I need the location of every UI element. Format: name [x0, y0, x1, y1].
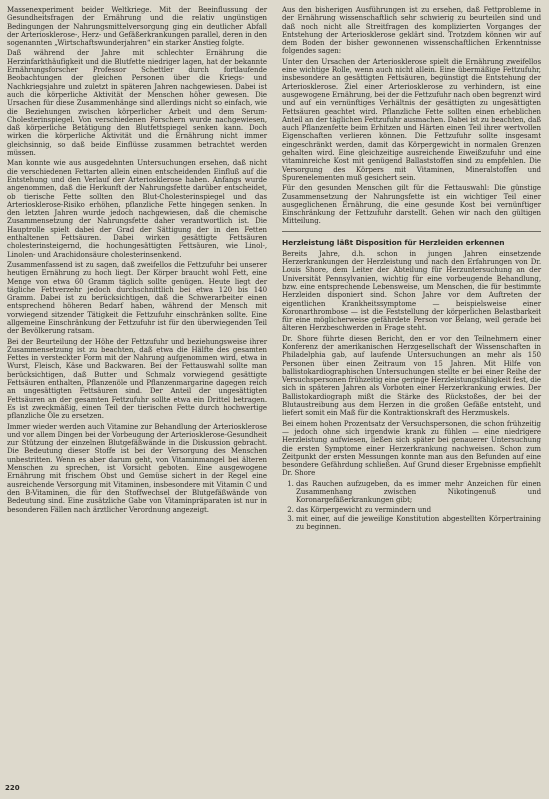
left-column — [7, 6, 267, 516]
paragraph: Bei der Beurteilung der Höhe der Fettzufuhr und beziehungsweise ihrer Zusammensetzung ist zu beachten, daß etwa die Hälfte des gesamten Fettes in versteckter Form mit der Nahrung aufgenommen wird, etwa in Wurst, Fleisch, Käse und Backwaren. Bei der Fettauswahl sollte man berücksichtigen, daß Butter und Schmalz vorwiegend gesättigte Fettsäuren enthalten, Pflanzenöle und Pflanzenmargarine dagegen reich an ungesättigten Fettsäuren sind. Der Anteil der ungesättigten Fettsäuren an der gesamten Fettzufuhr sollte etwa ein Drittel betragen. Es ist zweckmäßig, einen Teil der tierischen Fette durch hochwertige pflanzliche Öle zu ersetzen. — [7, 337, 267, 421]
list-item: 2. das Körpergewicht zu vermindern und — [296, 506, 541, 514]
page-number: 220 — [5, 784, 20, 792]
paragraph: Immer wieder werden auch Vitamine zur Behandlung der Arteriosklerose und vor allem Dingen bei der Vorbeugung der Arteriosklerose-Gesundheit zur Stützung der einzelnen Blutgefäßwände in die Diskussion gebracht. Die Bedeutung dieser Stoffe ist bei der Versorgung des Menschen unbestritten. Wenn es aber darum geht, von Vitaminmangel bei älteren Menschen zu sprechen, ist Vorsicht geboten. Eine ausgewogene Ernährung mit frischem Obst und Gemüse sichert in der Regel eine ausreichende Versorgung mit Vitaminen, insbesondere mit Vitamin C und den B-Vitaminen, die für den Stoffwechsel der Blutgefäßwände von Bedeutung sind. Eine zusätzliche Gabe von Vitaminpräparaten ist nur in besonderen Fällen nach ärztlicher Verordnung angezeigt. — [7, 422, 267, 514]
recommendation-list — [282, 480, 541, 532]
article-section — [282, 238, 541, 532]
right-column — [282, 6, 541, 533]
paragraph: Man konnte wie aus ausgedehnten Untersuchungen ersehen, daß nicht die verschiedenen Fettarten allein einen entscheidenden Einfluß auf die Entstehung und den Verlauf der Arteriosklerose haben. Anfangs wurde angenommen, daß die Herkunft der Nahrungsfette darüber entscheidet, ob tierische Fette sollten den Blut-Cholesterinspiegel und das Arteriosklerose-Risiko erhöhen, pflanzliche Fette hingegen senken. In den letzten Jahren wurde jedoch nachgewiesen, daß die chemische Zusammensetzung der Nahrungsfette daher verantwortlich ist. Die Hauptrolle spielt dabei der Grad der Sättigung der in den Fetten enthaltenen Fettsäuren. Dabei wirken gesättigte Fettsäuren cholesterinsteigernd, die hochungesättigten Fettsäuren, wie Linol-, Linolen- und Arachidonsäure cholesterinsenkend. — [7, 159, 267, 259]
section-divider — [282, 231, 541, 232]
section-headline: Herzleistung läßt Disposition für Herzleiden erkennen — [282, 237, 505, 247]
paragraph: Zusammenfassend ist zu sagen, daß zweifellos die Fettzufuhr bei unserer heutigen Ernährung zu hoch liegt. Der Körper braucht wohl Fett, eine Menge von etwa 60 Gramm täglich sollte genügen. Heute liegt der tägliche Fettverzehr jedoch durchschnittlich bei etwa 120 bis 140 Gramm. Dabei ist zu berücksichtigen, daß die Schwerarbeiter einen entsprechend höheren Bedarf haben, während der Mensch mit vorwiegend sitzender Tätigkeit die Fettzufuhr einschränken sollte. Eine allgemeine Einschränkung der Fettzufuhr ist für den überwiegenden Teil der Bevölkerung ratsam. — [7, 260, 267, 336]
paragraph: Daß während der Jahre mit schlechter Ernährung die Herzinfarkthäufigkeit und die Blutfette niedriger lagen, hat der bekannte Ernährungsforscher Professor Schettler durch fortlaufende Beobachtungen der gleichen Personen über die Kriegs- und Nachkriegsjahre und zuletzt in späteren Jahren nachgewiesen. Dabei ist auch die körperliche Aktivität der Menschen höher gewesen. Die Ursachen für diese Zusammenhänge sind allerdings nicht so einfach, wie die Beziehungen zwischen körperlicher Arbeit und dem Serum-Cholesterinspiegel. Von verschiedenen Forschern wurde nachgewiesen, daß körperliche Betätigung den Blutfettspiegel senken kann. Doch wirken die körperliche Aktivität und die Ernährung nicht immer gleichsinnig, so daß beide Einflüsse zusammen betrachtet werden müssen. — [7, 49, 267, 158]
paragraph: Unter den Ursachen der Arteriosklerose spielt die Ernährung zweifellos eine wichtige Rolle, wenn auch nicht allein. Eine übermäßige Fettzufuhr, insbesondere an gesättigten Fettsäuren, begünstigt die Entstehung der Arteriosklerose. Ziel einer Arteriosklerose zu verhindern, ist eine ausgewogene Ernährung, bei der die Fettzufuhr nach oben begrenzt wird und auf ein vernünftiges Verhältnis der gesättigten zu ungesättigten Fettsäuren geachtet wird. Pflanzliche Fette sollten einen erheblichen Anteil an der täglichen Fettzufuhr ausmachen. Dabei ist zu beachten, daß auch Pflanzenfette beim Erhitzen und Härten einen Teil ihrer wertvollen Eigenschaften verlieren können. Die Fettzufuhr sollte insgesamt eingeschränkt werden, damit das Körpergewicht in normalen Grenzen gehalten wird. Eine gleichzeitige ausreichende Eiweißzufuhr und eine vitaminreiche Kost mit genügend Ballaststoffen sind zu empfehlen. Die Versorgung des Körpers mit Vitaminen, Mineralstoffen und Spurenelementen muß gesichert sein. — [282, 57, 541, 182]
paragraph: Dr. Shore führte diesen Bericht, den er vor den Teilnehmern einer Konferenz der amerikanischen Herzgesellschaft der Wissenschaften in Philadelphia gab, auf laufende Untersuchungen an mehr als 150 Personen über einen Zeitraum von 15 Jahren. Mit Hilfe von ballistokardiographischen Untersuchungen stellte er bei einer Reihe der Versuchspersonen frühzeitig eine geringe Herzleistungsfähigkeit fest, die sich in späteren Jahren als Vorboten einer Herzerkrankung erwies. Der Ballistokardiograph mißt die Stärke des Rückstoßes, der bei der Blutaustreibung aus dem Herzen in die großen Gefäße entsteht, und liefert somit ein Maß für die Kontraktionskraft des Herzmuskels. — [282, 334, 541, 418]
list-item: 1. das Rauchen aufzugeben, da es immer mehr Anzeichen für einen Zusammenhang zwischen Nikotingenuß und Koronargefäßerkrankungen gibt; — [296, 480, 541, 505]
paragraph: Bereits Jahre, d.h. schon in jungen Jahren einsetzende Herzerkrankungen der Herzleistung und nach den Erfahrungen von Dr. Louis Shore, dem Leiter der Abteilung für Herzuntersuchung an der Universität Pennsylvanien, wichtig für eine vorbeugende Behandlung, bzw. eine entsprechende Lebensweise, um Menschen, die für bestimmte Herzleiden disponiert sind. Schon Jahre vor dem Auftreten der eigentlichen Krankheitssymptome — beispielsweise einer Koronarthrombose — ist die Feststellung der körperlichen Belastbarkeit für eine möglicherweise gefährdete Person vor Belang, weil gerade bei älteren Herzbeschwerden in Frage steht. — [282, 249, 541, 333]
paragraph: Aus den bisherigen Ausführungen ist zu ersehen, daß Fettprobleme in der Ernährung wissenschaftlich sehr schwierig zu beurteilen sind und daß noch nicht alle Streitfragen des komplizierten Vorganges der Entstehung der Arteriosklerose geklärt sind. Trotzdem können wir auf dem Boden der bisher gewonnenen wissenschaftlichen Erkenntnisse folgendes sagen: — [282, 6, 541, 56]
list-item: 3. mit einer, auf die jeweilige Konstitution abgestellten Körpertraining zu beginnen. — [296, 515, 541, 532]
paragraph: Massenexperiment beider Weltkriege. Mit der Beeinflussung der Gesundheitsfragen der Ernährung und die relativ ungünstigen Bedingungen der Nahrungsmittelversorgung ging ein deutlicher Abfall der Arteriosklerose-, Herz- und Gefäßerkrankungen parallel, deren in den sogenannten „Wirtschaftswunderjahren“ ein starker Anstieg folgte. — [7, 6, 267, 48]
paragraph: Bei einem hohen Prozentsatz der Versuchspersonen, die schon frühzeitig — jedoch ohne sich irgendwie krank zu fühlen — eine niedrigere Herzleistung aufwiesen, ließen sich später bei genauerer Untersuchung die ersten Symptome einer Herzerkrankung nachweisen. Schon zum Zeitpunkt der ersten Messungen konnte man aus den Befunden auf eine besondere Gefährdung schließen. Auf Grund dieser Ergebnisse empfiehlt Dr. Shore — [282, 419, 541, 478]
paragraph: Für den gesunden Menschen gilt für die Fettauswahl: Die günstige Zusammensetzung der Nahrungsfette ist ein wichtiger Teil einer ausgeglichenen Ernährung, die eine gesunde Kost bei vernünftiger Einschränkung der Fettzufuhr darstellt. Gehen wir nach den gültigen Mitteilung. — [282, 184, 541, 226]
